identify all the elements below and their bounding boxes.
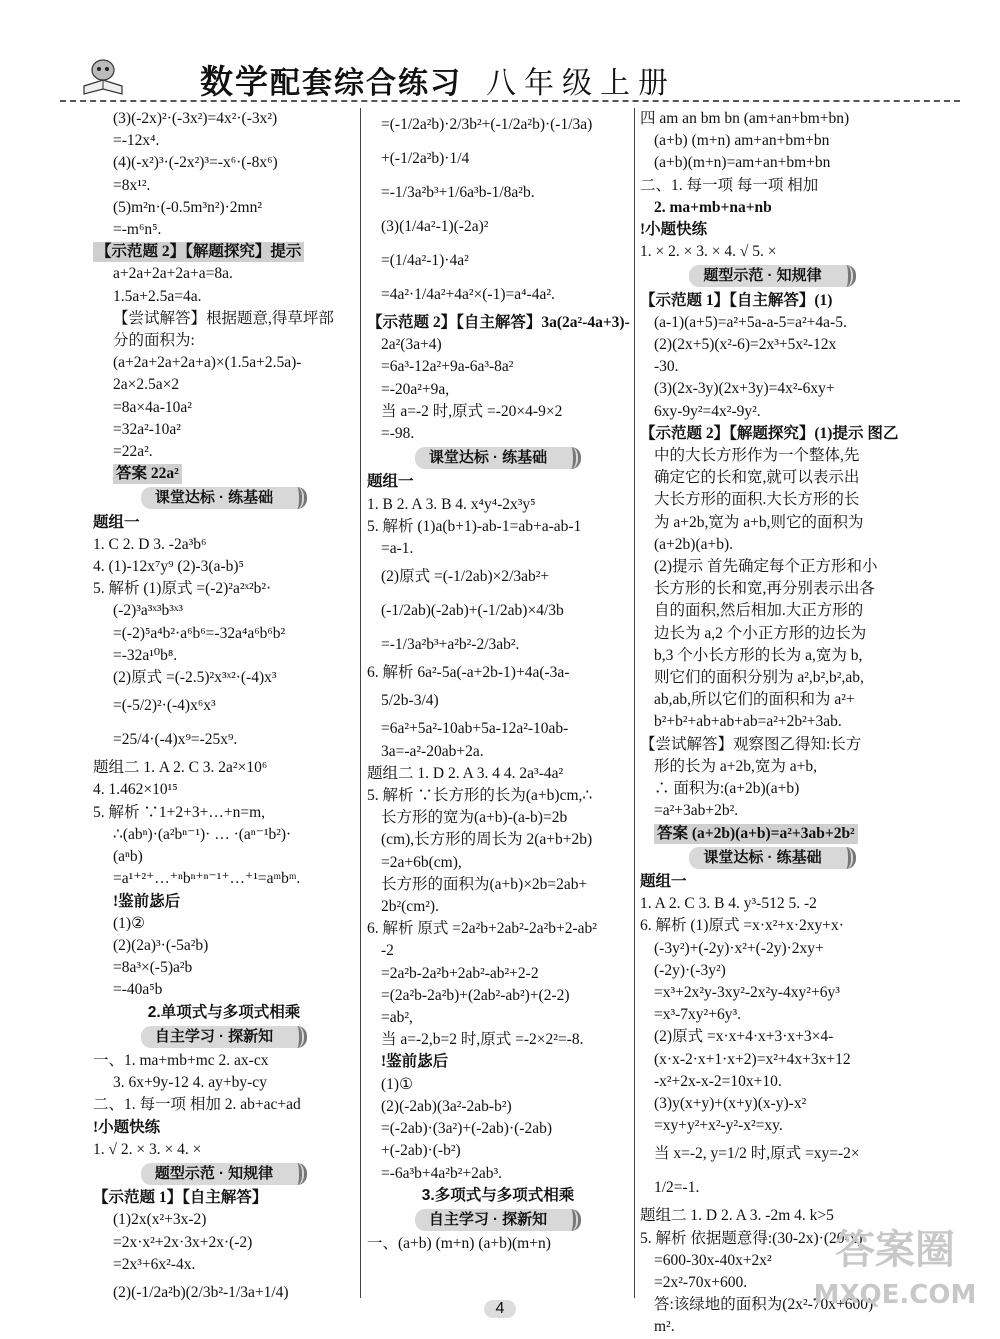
text-line: =6a³-12a²+9a-6a³-8a² — [381, 358, 514, 376]
banner-label: 自主学习 · 探新知 — [415, 1209, 581, 1231]
watermark-logo — [800, 1215, 990, 1315]
title-grade: 八年级上册 — [486, 67, 676, 100]
text-line: (1)2x(x²+3x-2) — [113, 1211, 207, 1229]
text-line: =-6a³b+4a²b²+2ab³. — [381, 1164, 502, 1182]
text-line: =a-1. — [381, 540, 414, 558]
book-title — [200, 56, 676, 103]
banner-label: 题型示范 · 知规律 — [689, 265, 855, 287]
subheading: !小题快练 — [93, 1118, 161, 1136]
text-line: -2 — [381, 942, 394, 960]
text-line: (2)原式 =x·x+4·x+3·x+3×4- — [654, 1028, 834, 1046]
text-line: =32a²-10a² — [113, 420, 181, 438]
text-line: =-m⁶n⁵. — [113, 221, 162, 239]
text-line: (2)(2x+5)(x²-6)=2x³+5x²-12x — [654, 336, 837, 354]
text-line: 当 a=-2 时,原式 =-20×4-9×2 — [381, 402, 563, 420]
text-line: 一、(a+b) (m+n) (a+b)(m+n) — [367, 1235, 551, 1253]
subheading: !小题快练 — [640, 221, 708, 239]
text-line: =4a²·1/4a²+4a²×(-1)=a⁴-4a². — [381, 286, 555, 303]
section-banner — [93, 1163, 355, 1185]
watermark-url: MXQE.COM — [813, 1280, 977, 1310]
text-line: 6. 解析 6a²-5a(-a+2b-1)+4a(-3a- — [367, 664, 570, 682]
group-heading: 题组一 — [640, 872, 687, 890]
text-line: =2a+6b(cm), — [381, 853, 462, 871]
answer-line — [93, 463, 355, 485]
text-line: 5. 解析 (1)a(b+1)-ab-1=ab+a-ab-1 — [367, 517, 582, 535]
text-line: 1.5a+2.5a=4a. — [113, 287, 202, 305]
text-line: 【尝试解答】根据题意,得草坪部 — [113, 309, 334, 327]
answer-label: 答案 22a² — [113, 464, 182, 484]
text-line: (2)(-2ab)(3a²-2ab-b²) — [381, 1097, 512, 1115]
section-banner — [367, 447, 629, 469]
text-line: (3)(1/4a²-1)(-2a)² — [381, 218, 489, 235]
text-line: (1)① — [381, 1075, 413, 1093]
lesson-title: 3.多项式与多项式相乘 — [421, 1186, 575, 1204]
text-line: =-20a²+9a, — [381, 380, 450, 398]
text-line: a+2a+2a+2a+a=8a. — [113, 265, 233, 283]
text-line: 为 a+2b,宽为 a+b,则它的面积为 — [654, 513, 864, 531]
text-line: b²+b²+ab+ab+ab=a²+2b²+3ab. — [654, 713, 842, 731]
text-line: =2x³+6x²-4x. — [113, 1255, 196, 1273]
example-heading — [93, 241, 355, 263]
title-series: 配套综合练习 — [270, 67, 462, 100]
text-line: (cm),长方形的周长为 2(a+b+2b) — [381, 831, 593, 849]
text-line: 5. 解析 依据题意得:(30-2x)·(20-x) — [640, 1229, 863, 1247]
text-line: 长方形的宽为(a+b)-(a-b)=2b — [381, 809, 568, 827]
text-line: 【尝试解答】观察图乙得知:长方 — [640, 735, 862, 753]
text-line: 1. B 2. A 3. B 4. x⁴y⁴-2x³y⁵ — [367, 495, 536, 513]
text-line: 6. 解析 原式 =2a²b+2ab²-2a²b+2-ab² — [367, 920, 597, 938]
banner-label: 课堂达标 · 练基础 — [141, 487, 307, 509]
text-line: 5. 解析 ∵长方形的长为(a+b)cm,∴ — [367, 787, 593, 805]
text-line: 题组二 1. D 2. A 3. -2m 4. k>5 — [640, 1207, 834, 1225]
text-line: =xy+y²+x²-y²-x²=xy. — [654, 1117, 783, 1135]
text-line: 题组二 1. D 2. A 3. 4 4. 2a³-4a² — [367, 764, 564, 782]
text-line: 分的面积为: — [113, 332, 195, 350]
text-line: (3)y(x+y)+(x+y)(x-y)-x² — [654, 1094, 807, 1112]
section-banner — [640, 265, 905, 287]
text-line: 二、1. 每一项 相加 2. ab+ac+ad — [93, 1096, 301, 1114]
text-line: (a-1)(a+5)=a²+5a-a-5=a²+4a-5. — [654, 313, 847, 331]
text-line: =(-2ab)·(3a²)+(-2ab)·(-2ab) — [381, 1120, 552, 1138]
banner-label: 课堂达标 · 练基础 — [689, 847, 855, 869]
text-line: =(-1/2a²b)·2/3b²+(-1/2a²b)·(-1/3a) — [381, 116, 593, 133]
text-line: =25/4·(-4)x⁹=-25x⁹. — [113, 731, 238, 749]
text-line: (3)(2x-3y)(2x+3y)=4x²-6xy+ — [654, 380, 835, 398]
banner-label: 题型示范 · 知规律 — [141, 1163, 307, 1185]
example-heading: 【示范题 2】【解题探究】(1)提示 图乙 — [640, 424, 899, 442]
lesson-title: 2.单项式与多项式相乘 — [147, 1003, 301, 1021]
text-line: =-40a⁵b — [113, 981, 163, 999]
text-line: 一、1. ma+mb+mc 2. ax-cx — [93, 1051, 269, 1069]
text-line: 1. A 2. C 3. B 4. y³-512 5. -2 — [640, 895, 817, 913]
text-line: m². — [654, 1318, 675, 1336]
text-line: 二、1. 每一项 每一项 相加 — [640, 176, 819, 194]
example-heading: 【示范题 2】【自主解答】3a(2a²-4a+3)- — [367, 314, 630, 331]
text-line: 1. × 2. × 3. × 4. √ 5. × — [640, 243, 777, 261]
text-line: (2)原式 =(-1/2ab)×2/3ab²+ — [381, 568, 550, 586]
text-line: 边长为 a,2 个小正方形的边长为 — [654, 624, 867, 642]
text-line: ab,ab,所以它们的面积和为 a²+ — [654, 691, 855, 709]
text-line: =2x²-70x+600. — [654, 1273, 748, 1291]
text-line: (-2y)·(-3y²) — [654, 961, 726, 979]
text-line: 1. √ 2. × 3. × 4. × — [93, 1140, 202, 1158]
text-line: =-1/3a²b³+1/6a³b-1/8a²b. — [381, 184, 535, 201]
example-heading: 【示范题 1】【自主解答】 — [93, 1189, 268, 1207]
text-line: (x·x-2·x+1·x+2)=x²+4x+3x+12 — [654, 1050, 851, 1068]
title-subject: 数学 — [200, 63, 270, 100]
page-footer — [460, 1300, 540, 1318]
column-middle — [367, 108, 629, 1303]
text-line: 6. 解析 (1)原式 =x·x²+x·2xy+x· — [640, 917, 844, 935]
section-banner — [367, 1209, 629, 1231]
text-line: ∴(abⁿ)·(a²bⁿ⁻¹)· … ·(aⁿ⁻¹b²)· — [113, 825, 292, 843]
mascot-reading-icon — [80, 56, 126, 96]
text-line: 2b²(cm²). — [381, 898, 439, 916]
text-line: =-32a¹⁰b⁸. — [113, 646, 178, 664]
text-line: =(1/4a²-1)·4a² — [381, 252, 469, 269]
text-line: =x³+2x²y-3xy²-2x²y-4xy²+6y³ — [654, 983, 840, 1001]
heading-label: 【示范题 2】【解题探究】提示 — [93, 242, 304, 262]
text-line: 6xy-9y²=4x²-9y². — [654, 402, 761, 420]
text-line: (-1/2ab)(-2ab)+(-1/2ab)×4/3b — [381, 602, 564, 620]
text-line: 1. C 2. D 3. -2a³b⁶ — [93, 535, 207, 553]
text-line: (-2)³a³ˣ³b³ˣ³ — [113, 602, 184, 620]
text-line: 则它们的面积分别为 a²,b²,b²,ab, — [654, 669, 864, 687]
text-line: (2)原式 =(-2.5)²x³ˣ²·(-4)x³ — [113, 669, 277, 687]
text-line: 5/2b-3/4) — [381, 692, 439, 710]
subheading: !鉴前毖后 — [113, 892, 181, 910]
section-banner — [640, 847, 905, 869]
text-line: =22a². — [113, 443, 153, 461]
text-line: 4. 1.462×10¹⁵ — [93, 781, 178, 799]
text-line: 2. ma+mb+na+nb — [654, 198, 772, 216]
text-line: =2a²b-2a²b+2ab²-ab²+2-2 — [381, 964, 539, 982]
section-banner — [93, 487, 355, 509]
text-line: 1/2=-1. — [654, 1179, 700, 1197]
text-line: 5. 解析 (1)原式 =(-2)²a²ˣ²b²· — [93, 580, 272, 598]
subheading: !鉴前毖后 — [381, 1053, 449, 1071]
text-line: 3a=-a²-20ab+2a. — [381, 742, 484, 760]
group-heading: 题组一 — [367, 473, 414, 491]
text-line: 自的面积,然后相加.大正方形的 — [654, 602, 864, 620]
text-line: =(-2)⁵a⁴b²·a⁶b⁶=-32a⁴a⁶b⁶b² — [113, 624, 286, 642]
text-line: =(-5/2)²·(-4)x⁶x³ — [113, 697, 216, 715]
page-number: 4 — [484, 1300, 517, 1318]
text-line: 中的大长方形作为一个整体,先 — [654, 447, 860, 465]
text-line: 确定它的长和宽,就可以表示出 — [654, 469, 860, 487]
group-heading: 题组一 — [93, 513, 140, 531]
text-line: +(-1/2a²b)·1/4 — [381, 150, 470, 167]
text-line: (4)(-x²)³·(-2x²)³=-x⁶·(-8x⁶) — [113, 154, 278, 172]
text-line: =a¹⁺²⁺…⁺ⁿbⁿ⁺ⁿ⁻¹⁺…⁺¹=aᵐbᵐ. — [113, 870, 301, 888]
text-line: (aⁿb) — [113, 848, 143, 866]
banner-label: 自主学习 · 探新知 — [141, 1026, 307, 1048]
text-line: =8x¹². — [113, 176, 151, 194]
text-line: =ab², — [381, 1009, 413, 1027]
text-line: 长方形的面积为(a+b)×2b=2ab+ — [381, 875, 588, 893]
text-line: b,3 个小长方形的长为 a,宽为 b, — [654, 646, 863, 664]
text-line: 3. 6x+9y-12 4. ay+by-cy — [113, 1074, 267, 1092]
text-line: 大长方形的面积.大长方形的长 — [654, 491, 860, 509]
text-line: (2)(2a)³·(-5a²b) — [113, 936, 209, 954]
text-line: 当 a=-2,b=2 时,原式 =-2×2²=-8. — [381, 1031, 584, 1049]
banner-label: 课堂达标 · 练基础 — [415, 447, 581, 469]
section-banner — [93, 1026, 355, 1048]
text-line: (a+b)(m+n)=am+an+bm+bn — [654, 154, 831, 172]
text-line: 形的长为 a+2b,宽为 a+b, — [654, 757, 817, 775]
text-line: =-12x⁴. — [113, 132, 160, 150]
text-line: =8a³×(-5)a²b — [113, 959, 193, 977]
text-line: =x³-7xy²+6y³. — [654, 1006, 741, 1024]
text-line: (5)m²n·(-0.5m³n²)·2mn² — [113, 198, 263, 216]
text-line: (a+2b)(a+b). — [654, 535, 734, 553]
text-line: (-3y²)+(-2y)·x²+(-2y)·2xy+ — [654, 939, 824, 957]
column-divider — [360, 108, 361, 1298]
text-line: (2)(-1/2a²b)(2/3b²-1/3a+1/4) — [113, 1283, 289, 1301]
text-line: =a²+3ab+2b². — [654, 802, 739, 820]
text-line: 题组二 1. A 2. C 3. 2a²×10⁶ — [93, 759, 268, 777]
text-line: 4. (1)-12x⁷y⁹ (2)-3(a-b)⁵ — [93, 558, 244, 576]
text-line: 四 am an bm bn (am+an+bm+bn) — [640, 110, 850, 127]
text-line: =6a²+5a²-10ab+5a-12a²-10ab- — [381, 720, 569, 738]
header-divider — [60, 100, 960, 102]
text-line: 当 x=-2, y=1/2 时,原式 =xy=-2× — [654, 1145, 860, 1163]
text-line: -x²+2x-x-2=10x+10. — [654, 1072, 782, 1090]
text-line: 2a²(3a+4) — [381, 336, 442, 354]
answer-line — [640, 823, 905, 845]
text-line: (a+b) (m+n) am+an+bm+bn — [654, 132, 830, 150]
text-line: 2a×2.5a×2 — [113, 376, 180, 394]
text-line: 答:该绿地的面积为(2x²-70x+600) — [654, 1296, 874, 1314]
text-line: 长方形的长和宽,再分别表示出各 — [654, 580, 875, 598]
page-header — [60, 50, 960, 102]
text-line: -30. — [654, 358, 679, 376]
text-line: (2)提示 首先确定每个正方形和小 — [654, 558, 878, 576]
answer-label: 答案 (a+2b)(a+b)=a²+3ab+2b² — [654, 824, 858, 844]
text-line: =-98. — [381, 425, 415, 443]
text-line: 5. 解析 ∵1+2+3+…+n=m, — [93, 803, 266, 821]
column-divider — [634, 108, 635, 1298]
text-line: ∴ 面积为:(a+2b)(a+b) — [654, 780, 800, 798]
text-line: =(2a²b-2a²b)+(2ab²-ab²)+(2-2) — [381, 986, 570, 1004]
text-line: =2x·x²+2x·3x+2x·(-2) — [113, 1233, 253, 1251]
example-heading: 【示范题 1】【自主解答】(1) — [640, 291, 833, 309]
text-line: =-1/3a²b³+a²b²-2/3ab². — [381, 636, 520, 654]
text-line: (1)② — [113, 914, 145, 932]
text-line: =600-30x-40x+2x² — [654, 1251, 772, 1269]
text-line: +(-2ab)·(-b²) — [381, 1142, 461, 1160]
text-line: (3)(-2x)²·(-3x²)=4x²·(-3x²) — [113, 110, 278, 127]
text-line: =8a×4a-10a² — [113, 398, 192, 416]
watermark-text: 答案圈 — [835, 1227, 955, 1273]
text-line: (a+2a+2a+2a+a)×(1.5a+2.5a)- — [113, 354, 302, 372]
column-left — [93, 108, 355, 1303]
